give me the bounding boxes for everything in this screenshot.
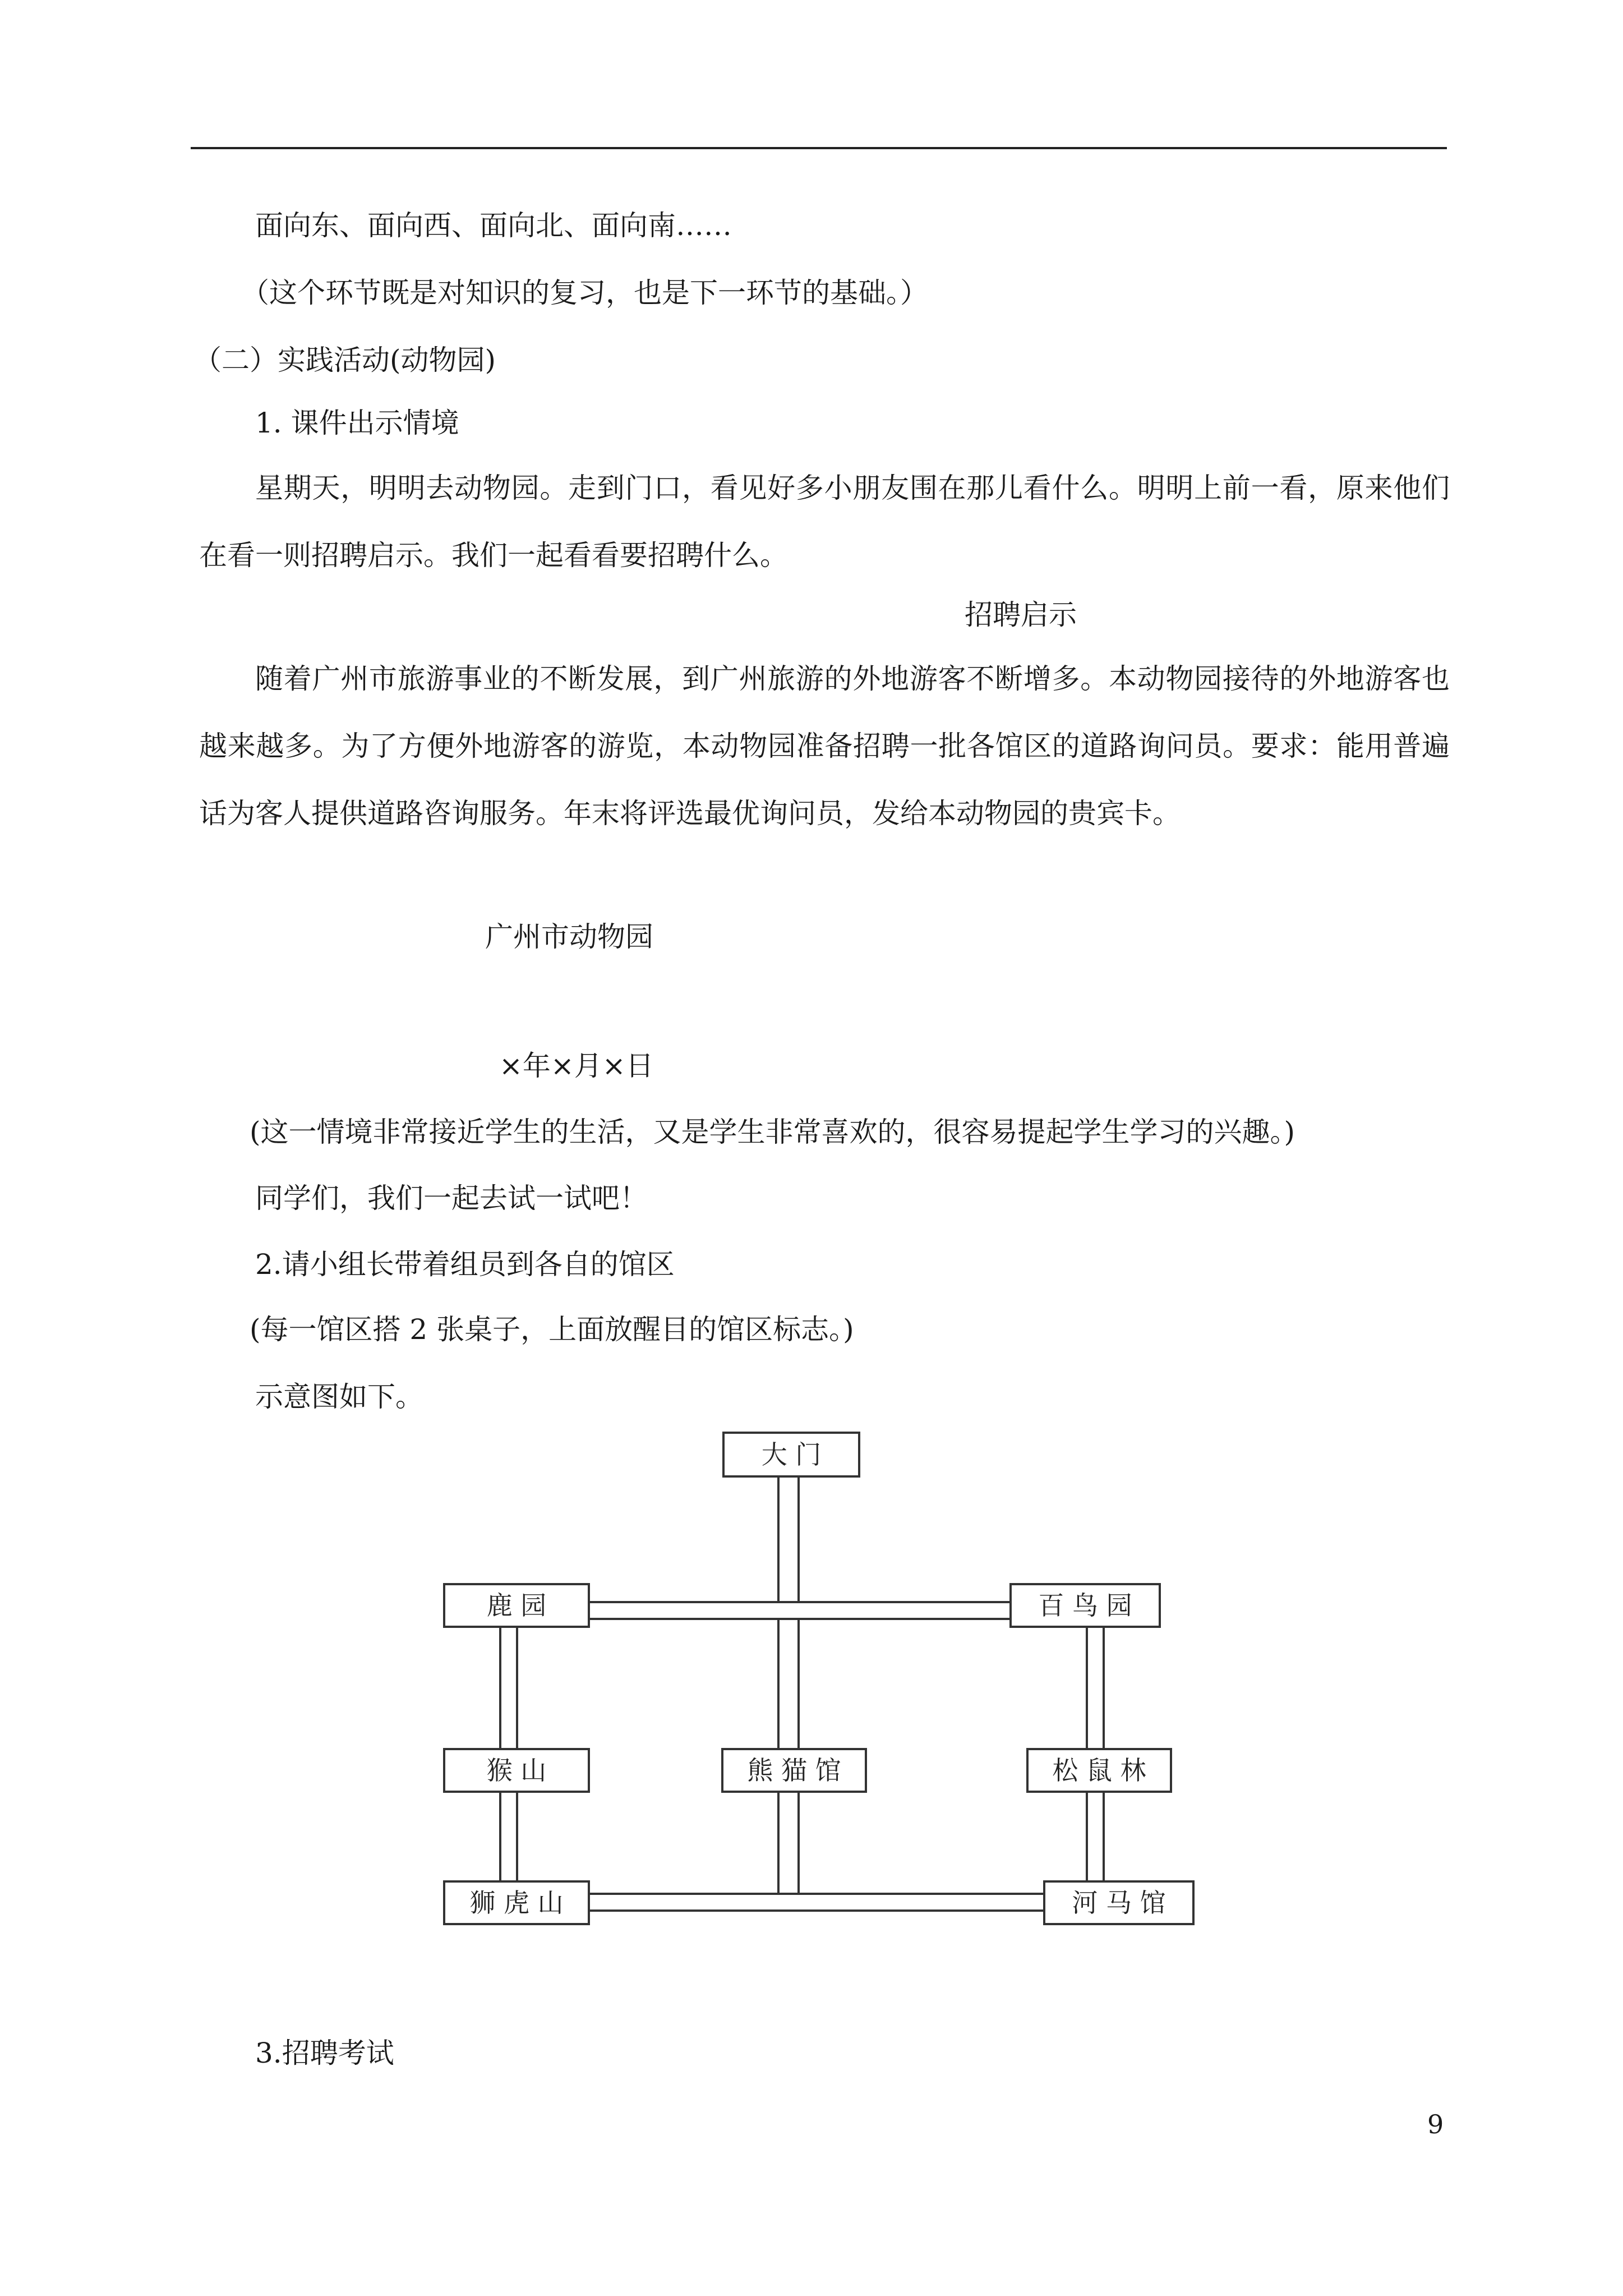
node-lion-tiger-hill bbox=[444, 1881, 589, 1924]
road-top-horizontal bbox=[589, 1602, 1055, 1619]
story-paragraph: 星期天，明明去动物园。走到门口，看见好多小朋友围在那儿看什么。明明上前一看，原来他们在看一则招聘启示。我们一起看看要招聘什么。 bbox=[199, 472, 1450, 572]
junction-bottom bbox=[780, 1895, 797, 1910]
note-tables: (每一馆区搭 2 张桌子，上面放醒目的馆区标志。) bbox=[250, 1313, 854, 1346]
zoo-map-diagram bbox=[437, 1430, 1211, 1969]
step-2: 2.请小组长带着组员到各自的馆区 bbox=[255, 1248, 675, 1281]
note-situation: (这一情境非常接近学生的生活，又是学生非常喜欢的，很容易提起学生学习的兴趣。) bbox=[250, 1116, 1295, 1148]
note-review: （这个环节既是对知识的复习，也是下一环节的基础。） bbox=[241, 277, 928, 309]
node-hippo-house bbox=[1044, 1881, 1193, 1924]
node-panda-house bbox=[722, 1749, 866, 1792]
svg-text:松 鼠 林: 松 鼠 林 bbox=[1052, 1755, 1146, 1786]
svg-text:鹿 园: 鹿 园 bbox=[486, 1590, 547, 1621]
notice-body: 随着广州市旅游事业的不断发展，到广州旅游的外地游客不断增多。本动物园接待的外地游客也越来越多。为了方便外地游客的游览，本动物园准备招聘一批各馆区的道路询问员。要求：能用普遍话为客人提供道路咨询服务。年末将评选最优询问员，发给本动物园的贵宾卡。 bbox=[199, 662, 1450, 830]
notice-signature: 广州市动物园 bbox=[485, 921, 653, 953]
step-3: 3.招聘考试 bbox=[255, 2037, 394, 2069]
svg-text:狮 虎 山: 狮 虎 山 bbox=[469, 1888, 564, 1918]
directions-line: 面向东、面向西、面向北、面向南…… bbox=[255, 209, 732, 242]
node-squirrel-forest bbox=[1027, 1749, 1171, 1792]
svg-text:河 马 馆: 河 马 馆 bbox=[1072, 1888, 1166, 1918]
node-monkey-hill bbox=[444, 1749, 589, 1792]
road-left-upper bbox=[500, 1626, 517, 1749]
section-heading: （二）实践活动(动物园) bbox=[193, 344, 496, 376]
svg-text:百 鸟 园: 百 鸟 园 bbox=[1038, 1590, 1132, 1621]
diagram-intro: 示意图如下。 bbox=[255, 1381, 423, 1413]
junction-top bbox=[780, 1603, 797, 1618]
svg-text:猴 山: 猴 山 bbox=[486, 1755, 547, 1786]
roads bbox=[500, 1475, 1104, 1911]
notice-date: ×年×月×日 bbox=[499, 1050, 654, 1082]
road-center-vertical bbox=[778, 1475, 799, 1911]
node-deer-park bbox=[444, 1584, 589, 1627]
page-number: 9 bbox=[1427, 2109, 1444, 2139]
node-gate bbox=[723, 1433, 859, 1476]
node-bird-park bbox=[1011, 1584, 1160, 1627]
step-1: 1. 课件出示情境 bbox=[255, 407, 459, 439]
try-it-line: 同学们，我们一起去试一试吧！ bbox=[255, 1182, 648, 1214]
notice-title: 招聘启示 bbox=[965, 599, 1077, 631]
road-bottom-horizontal bbox=[589, 1894, 1088, 1911]
svg-text:熊 猫 馆: 熊 猫 馆 bbox=[747, 1755, 841, 1786]
header-rule bbox=[191, 147, 1447, 149]
svg-text:大 门: 大 门 bbox=[761, 1439, 822, 1470]
road-right-upper bbox=[1087, 1626, 1104, 1749]
